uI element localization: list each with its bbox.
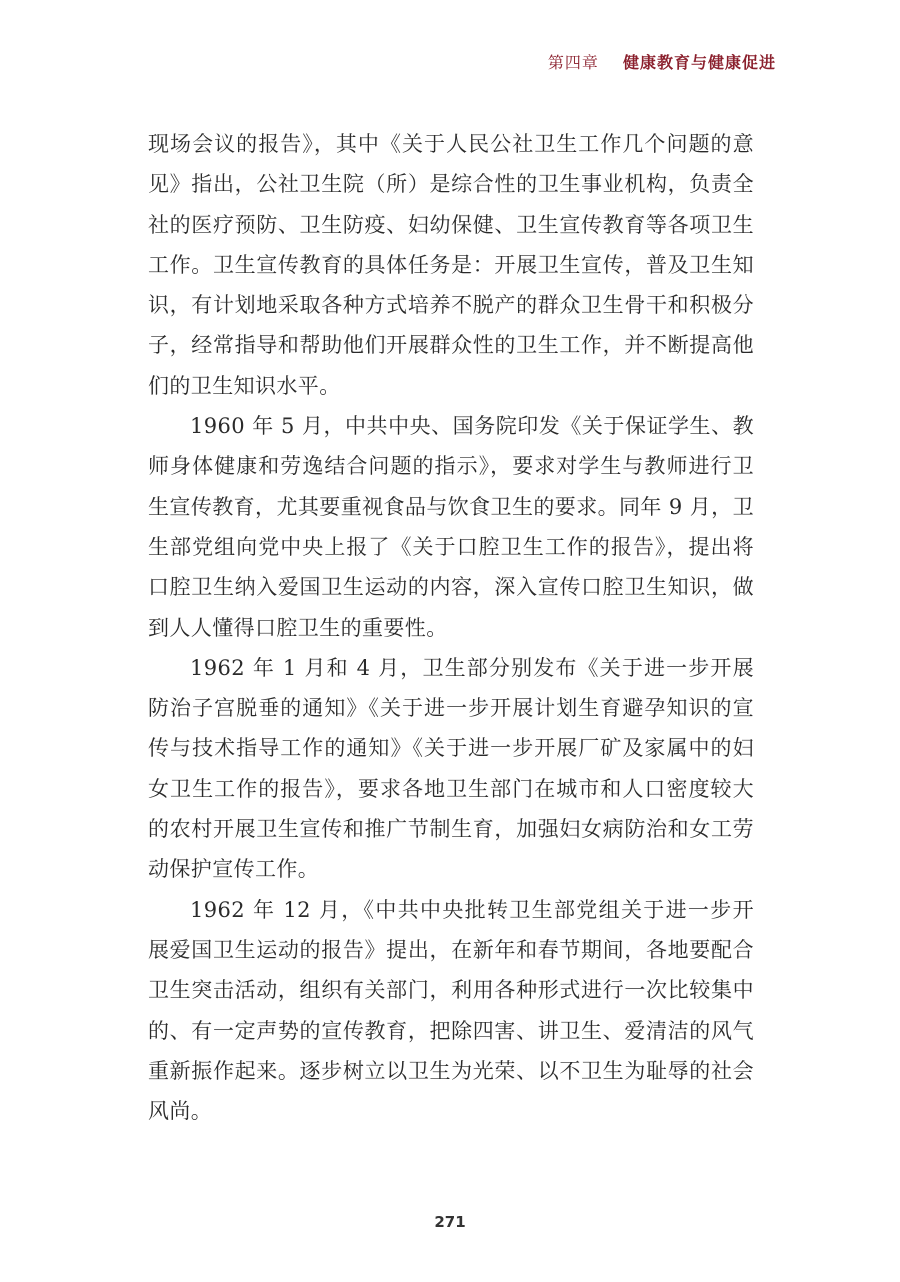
body-text: [148, 124, 754, 1131]
paragraph-continued: 现场会议的报告》，其中《关于人民公社卫生工作几个问题的意见》指出，公社卫生院（所）是综合性的卫生事业机构，负责全社的医疗预防、卫生防疫、妇幼保健、卫生宣传教育等各项卫生工作。卫生宣传教育的具体任务是：开展卫生宣传，普及卫生知识，有计划地采取各种方式培养不脱产的群众卫生骨干和积极分子，经常指导和帮助他们开展群众性的卫生工作，并不断提高他们的卫生知识水平。: [148, 132, 754, 398]
running-header: [548, 50, 776, 73]
chapter-title: 健康教育与健康促进: [622, 53, 776, 72]
paragraph-1960: 1960 年 5 月，中共中央、国务院印发《关于保证学生、教师身体健康和劳逸结合问题的指示》，要求对学生与教师进行卫生宣传教育，尤其要重视食品与饮食卫生的要求。同年 9 月，卫生部党组向党中央上报了《关于口腔卫生工作的报告》，提出将口腔卫生纳入爱国卫生运动的内容，深入宣传口腔卫生知识，做到人人懂得口腔卫生的重要性。: [148, 414, 754, 640]
paragraph-1962-dec: 1962 年 12 月，《中共中央批转卫生部党组关于进一步开展爱国卫生运动的报告》提出，在新年和春节期间，各地要配合卫生突击活动，组织有关部门，利用各种形式进行一次比较集中的、有一定声势的宣传教育，把除四害、讲卫生、爱清洁的风气重新振作起来。逐步树立以卫生为光荣、以不卫生为耻辱的社会风尚。: [148, 897, 754, 1124]
chapter-label: 第四章: [547, 53, 599, 72]
page-number: 271: [434, 1213, 466, 1231]
paragraph-1962-jan-apr: 1962 年 1 月和 4 月，卫生部分别发布《关于进一步开展防治子宫脱垂的通知》《关于进一步开展计划生育避孕知识的宣传与技术指导工作的通知》《关于进一步开展厂矿及家属中的妇女卫生工作的报告》，要求各地卫生部门在城市和人口密度较大的农村开展卫生宣传和推广节制生育，加强妇女病防治和女工劳动保护宣传工作。: [148, 655, 754, 882]
